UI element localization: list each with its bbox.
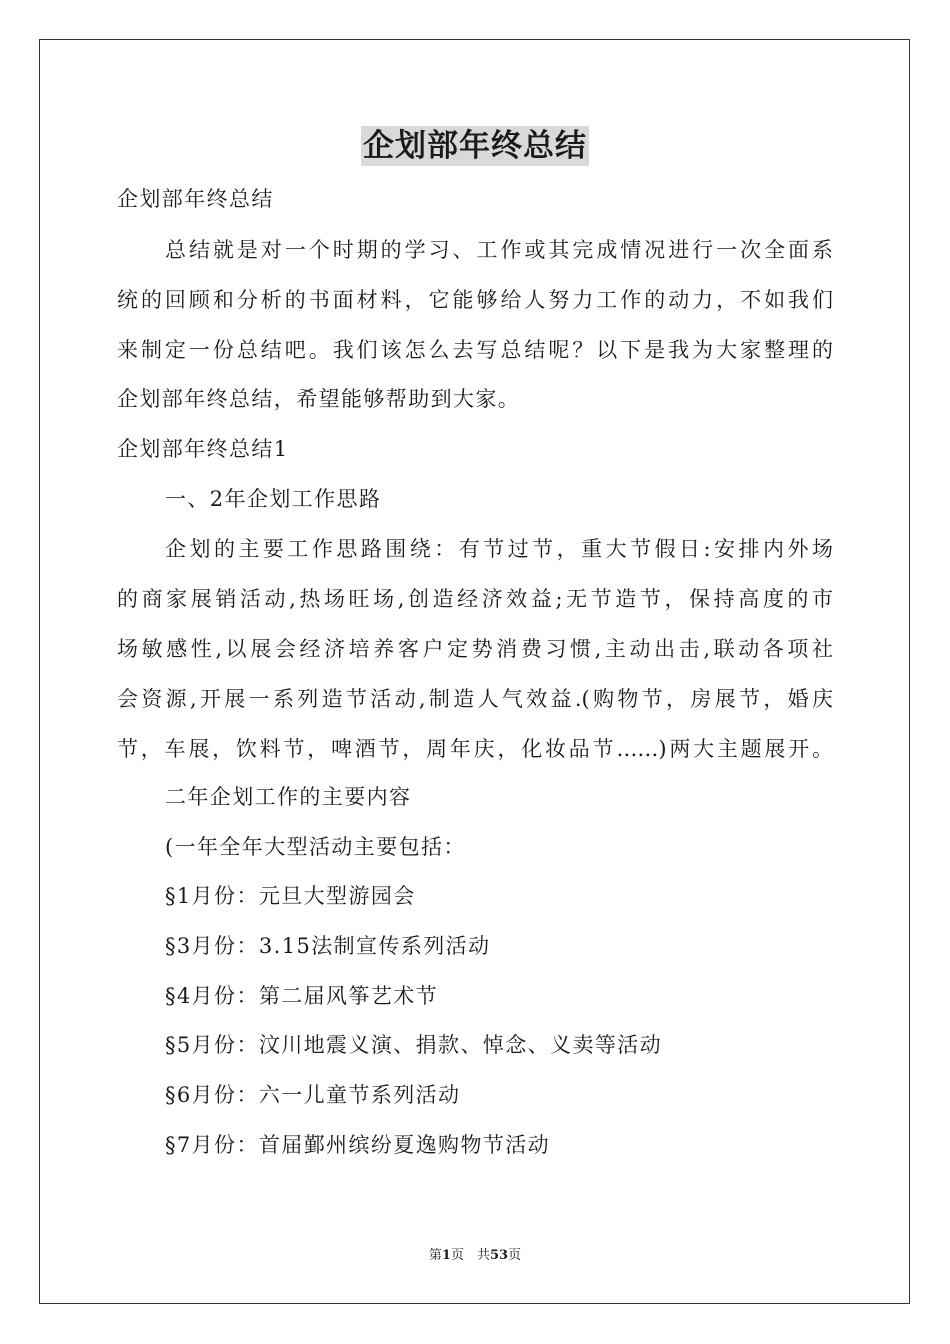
activity-item: §6月份：六一儿童节系列活动	[165, 1083, 461, 1107]
intro-line-1: 总结就是对一个时期的学习、工作或其完成情况进行一次全面系	[165, 238, 833, 262]
intro-line-3: 来制定一份总结吧。我们该怎么去写总结呢？以下是我为大家整理的	[117, 338, 833, 362]
part1-line-3: 场敏感性,以展会经济培养客户定势消费习惯,主动出击,联动各项社	[117, 637, 833, 661]
part2-heading: 二年企划工作的主要内容	[165, 785, 412, 809]
activity-item: §4月份：第二届风筝艺术节	[165, 984, 439, 1008]
part1-line-4: 会资源,开展一系列造节活动,制造人气效益.(购物节，房展节，婚庆	[117, 687, 833, 711]
activity-item: §7月份：首届鄞州缤纷夏逸购物节活动	[165, 1133, 551, 1157]
document-title	[0, 126, 950, 166]
section-heading: 企划部年终总结1	[117, 437, 289, 461]
footer-mid: 页 共	[450, 1248, 490, 1263]
part1-line-1: 企划的主要工作思路围绕：有节过节，重大节假日:安排内外场	[165, 537, 833, 561]
subtitle: 企划部年终总结	[117, 187, 274, 211]
page-footer	[0, 1247, 950, 1265]
footer-total-pages: 53	[489, 1248, 509, 1263]
activity-item: §3月份：3.15法制宣传系列活动	[165, 934, 491, 958]
document-title-text: 企划部年终总结	[363, 128, 587, 164]
footer-prefix: 第	[428, 1248, 442, 1263]
part1-line-5: 节，车展，饮料节，啤酒节，周年庆，化妆品节……)两大主题展开。	[117, 737, 833, 761]
activity-item: §1月份：元旦大型游园会	[165, 884, 416, 908]
part1-heading: 一、2年企划工作思路	[165, 487, 382, 511]
part2-intro: (一年全年大型活动主要包括：	[165, 835, 466, 859]
page-border	[39, 39, 910, 1304]
part1-line-2: 的商家展销活动,热场旺场,创造经济效益;无节造节，保持高度的市	[117, 587, 833, 611]
intro-line-2: 统的回顾和分析的书面材料，它能够给人努力工作的动力，不如我们	[117, 288, 833, 312]
intro-line-4: 企划部年终总结，希望能够帮助到大家。	[117, 387, 521, 411]
footer-suffix: 页	[508, 1248, 522, 1263]
footer-current-page: 1	[441, 1248, 451, 1263]
activity-item: §5月份：汶川地震义演、捐款、悼念、义卖等活动	[165, 1033, 663, 1057]
